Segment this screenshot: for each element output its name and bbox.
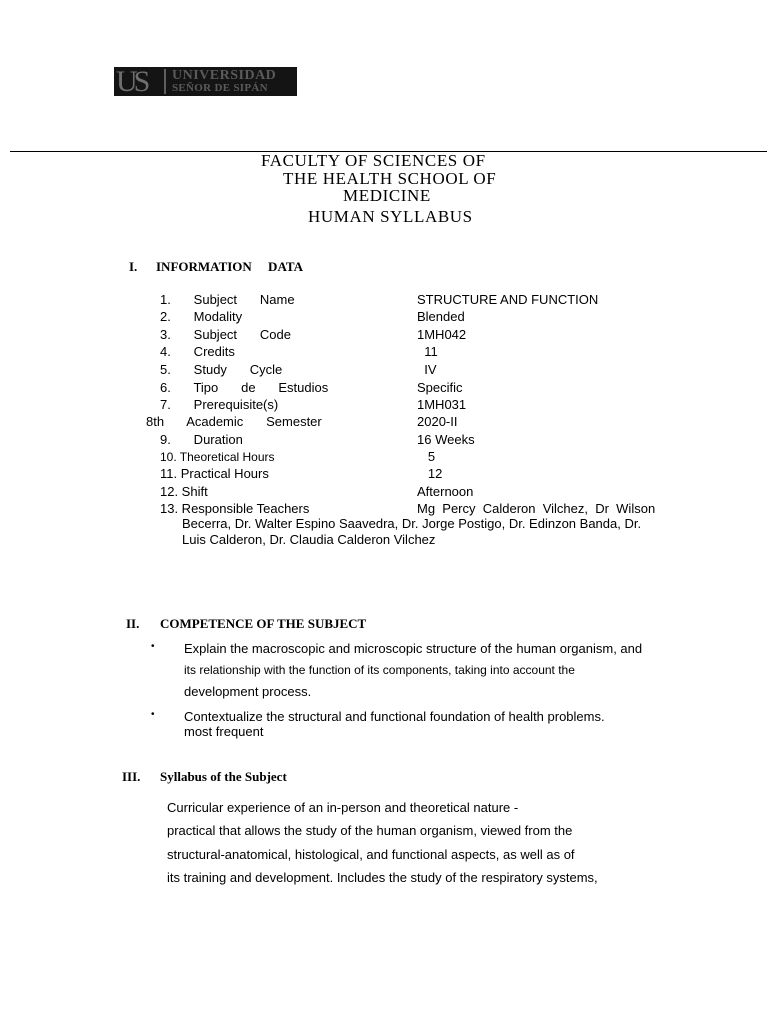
syllabus-line-4: its training and development. Includes the study of the respiratory systems, (167, 870, 598, 885)
info-label: 9. Duration (160, 432, 243, 447)
info-label: 3. Subject Code (160, 327, 291, 342)
info-value: STRUCTURE AND FUNCTION (417, 292, 599, 307)
bullet-icon: • (151, 641, 155, 652)
bullet-icon: • (151, 709, 155, 720)
info-label: 12. Shift (160, 484, 208, 499)
info-label: 5. Study Cycle (160, 362, 283, 377)
info-label: 8th Academic Semester (146, 414, 322, 429)
logo-divider (164, 69, 166, 94)
info-value: Afternoon (417, 484, 474, 499)
info-label: 2. Modality (160, 309, 243, 324)
title-line-3: MEDICINE (343, 186, 431, 205)
teachers-continued-line-1: Becerra, Dr. Walter Espino Saavedra, Dr. Jorge Postigo, Dr. Edinzon Banda, Dr. (182, 516, 642, 531)
title-line-1: FACULTY OF SCIENCES OF (261, 151, 486, 170)
info-label: 4. Credits (160, 344, 235, 359)
info-value: 1MH042 (417, 327, 467, 342)
logo-text-line-1: UNIVERSIDAD (172, 68, 277, 83)
competence-1-line-1: Explain the macroscopic and microscopic structure of the human organism, and (184, 641, 643, 656)
section-1-number: I. (129, 259, 138, 274)
university-logo (114, 67, 297, 96)
syllabus-line-2: practical that allows the study of the human organism, viewed from the (167, 823, 573, 838)
title-line-4: HUMAN SYLLABUS (308, 207, 473, 226)
info-value: 5 (417, 449, 436, 464)
info-value: Specific (417, 380, 463, 395)
teachers-continued-line-2: Luis Calderon, Dr. Claudia Calderon Vilchez (182, 532, 436, 547)
info-label: 10. Theoretical Hours (160, 450, 275, 464)
section-2-number: II. (126, 616, 140, 631)
info-value: 16 Weeks (417, 432, 475, 447)
competence-1-line-3: development process. (184, 684, 312, 699)
info-value: Mg Percy Calderon Vilchez, Dr Wilson (417, 501, 656, 516)
info-value: 11 (417, 344, 438, 359)
section-1-heading: INFORMATION DATA (156, 259, 303, 274)
logo-mark: US (116, 67, 147, 96)
syllabus-line-1: Curricular experience of an in-person and theoretical nature - (167, 800, 519, 815)
competence-1-line-2: its relationship with the function of its components, taking into account the (184, 663, 575, 677)
logo-text-line-2: SEÑOR DE SIPÁN (172, 82, 268, 94)
info-label: 6. Tipo de Estudios (160, 380, 329, 395)
section-3-heading: Syllabus of the Subject (160, 769, 287, 784)
info-label: 13. Responsible Teachers (160, 501, 310, 516)
info-value: 2020-II (417, 414, 458, 429)
competence-2-line-1: Contextualize the structural and functional foundation of health problems. (184, 709, 605, 724)
section-2-heading: COMPETENCE OF THE SUBJECT (160, 616, 367, 631)
title-line-2: THE HEALTH SCHOOL OF (283, 169, 497, 188)
info-value: Blended (417, 309, 465, 324)
info-label: 1. Subject Name (160, 292, 295, 307)
info-value: IV (417, 362, 437, 377)
competence-2-line-2: most frequent (184, 724, 264, 739)
info-label: 7. Prerequisite(s) (160, 397, 279, 412)
info-label: 11. Practical Hours (160, 466, 269, 481)
syllabus-line-3: structural-anatomical, histological, and functional aspects, as well as of (167, 847, 575, 862)
info-value: 12 (417, 466, 443, 481)
info-value: 1MH031 (417, 397, 467, 412)
section-3-number: III. (122, 769, 141, 784)
